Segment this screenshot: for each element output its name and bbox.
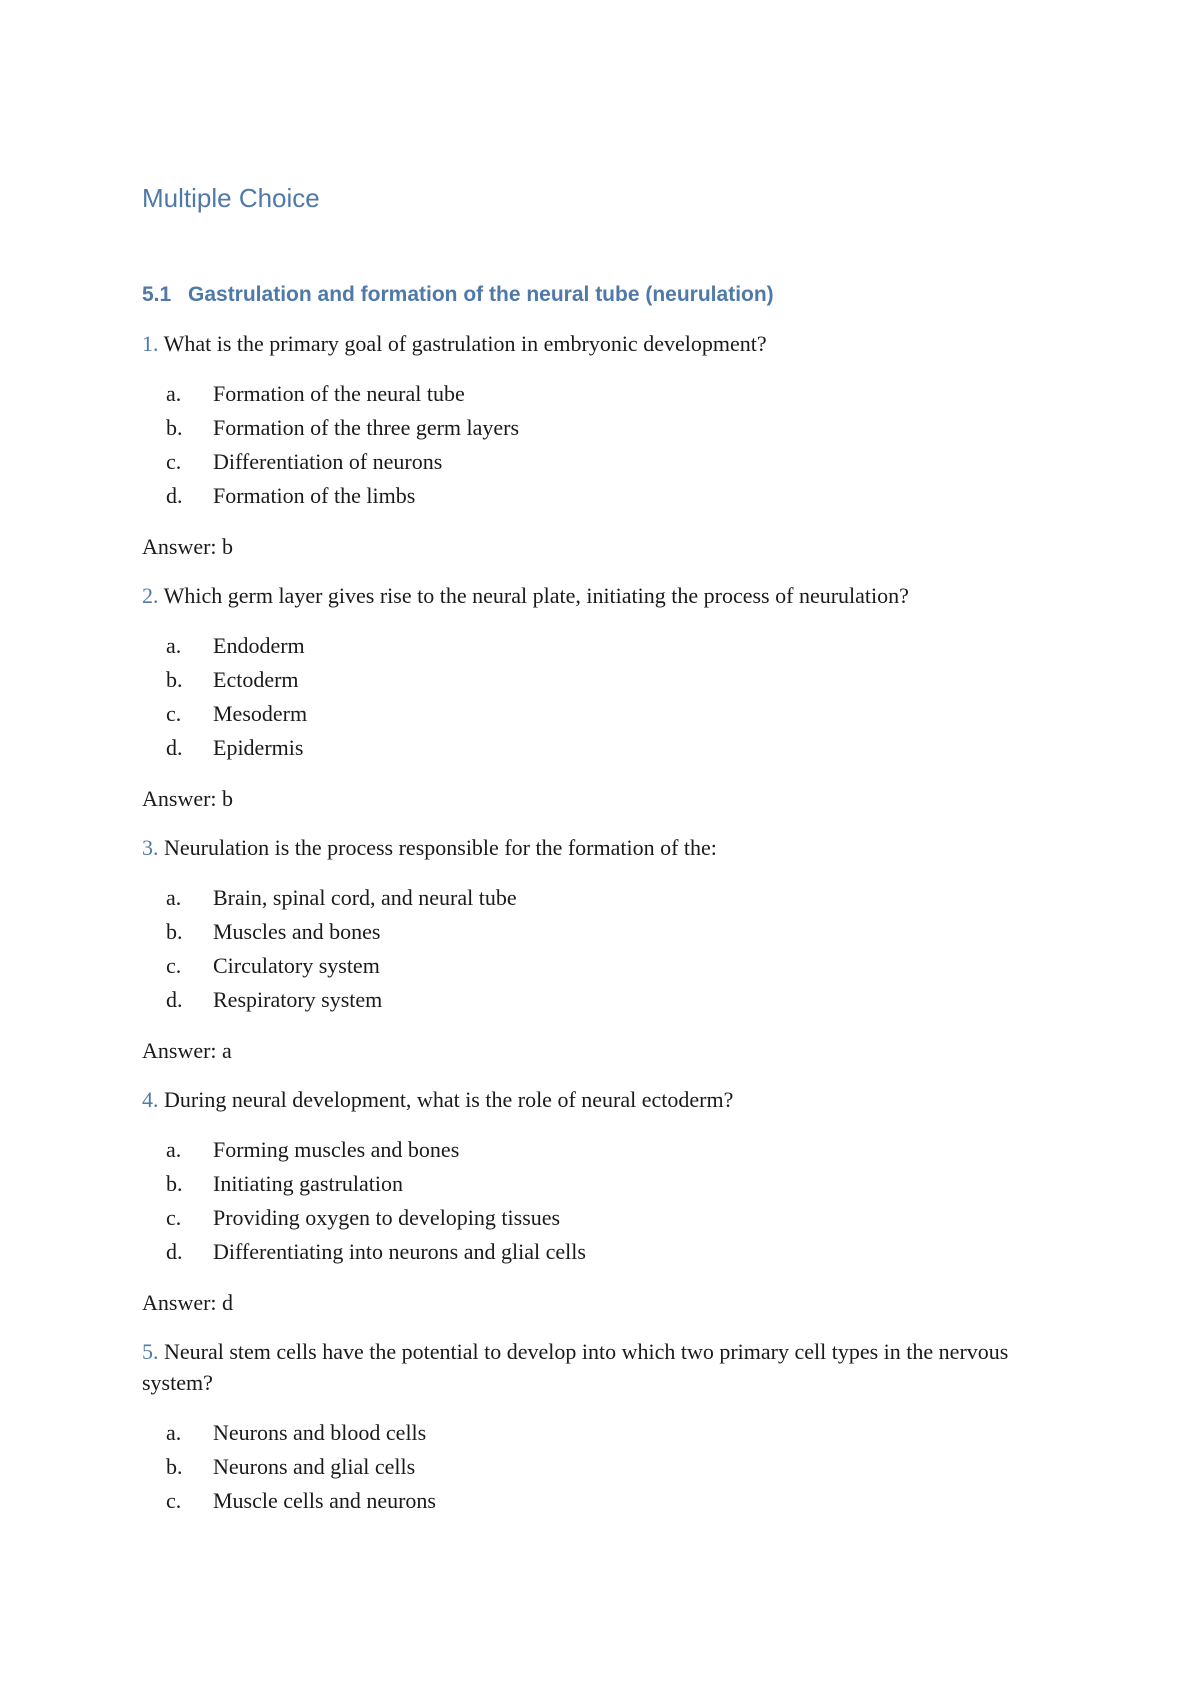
option-letter: d. [166, 734, 183, 760]
question-prompt: Which germ layer gives rise to the neural plate, initiating the process of neurulation? [158, 582, 909, 608]
option-item [166, 697, 1062, 731]
question-number: 2. [142, 582, 159, 608]
option-text: Initiating gastrulation [213, 1170, 404, 1196]
option-text: Ectoderm [213, 666, 299, 692]
option-item [166, 1235, 1062, 1269]
question-text [142, 1084, 1062, 1115]
answer-line: Answer: b [142, 785, 234, 811]
question-prompt: Neurulation is the process responsible for the formation of the: [158, 834, 717, 860]
option-text: Neurons and glial cells [213, 1453, 416, 1479]
question-text [142, 832, 1062, 863]
document-page [142, 170, 1062, 1518]
option-text: Providing oxygen to developing tissues [213, 1204, 561, 1230]
option-letter: c. [166, 1204, 182, 1230]
option-text: Formation of the three germ layers [213, 414, 520, 440]
option-text: Epidermis [213, 734, 304, 760]
question-block [142, 832, 1062, 1066]
option-text: Neurons and blood cells [213, 1419, 427, 1445]
option-item [166, 629, 1062, 663]
option-letter: c. [166, 700, 182, 726]
option-text: Mesoderm [213, 700, 308, 726]
option-text: Forming muscles and bones [213, 1136, 460, 1162]
option-text: Formation of the limbs [213, 482, 416, 508]
question-prompt: Neural stem cells have the potential to develop into which two primary cell types in the nervous system? [142, 1338, 1009, 1395]
section-number: 5.1 [142, 283, 172, 307]
option-list [142, 881, 1062, 1017]
question-prompt: What is the primary goal of gastrulation in embryonic development? [158, 330, 767, 356]
option-item [166, 881, 1062, 915]
option-text: Respiratory system [213, 986, 383, 1012]
page-title: Multiple Choice [142, 183, 320, 213]
option-text: Muscle cells and neurons [213, 1487, 436, 1513]
option-letter: d. [166, 482, 183, 508]
question-text [142, 1336, 1062, 1398]
option-item [166, 1416, 1062, 1450]
option-text: Differentiating into neurons and glial cells [213, 1238, 586, 1264]
option-item [166, 1484, 1062, 1518]
option-text: Endoderm [213, 632, 305, 658]
option-list [142, 377, 1062, 513]
answer-line: Answer: d [142, 1289, 234, 1315]
option-letter: a. [166, 380, 182, 406]
option-letter: d. [166, 986, 183, 1012]
option-letter: c. [166, 1487, 182, 1513]
question-number: 5. [142, 1338, 159, 1364]
answer-line: Answer: a [142, 1037, 232, 1063]
option-list [142, 629, 1062, 765]
section-heading [142, 280, 1062, 309]
option-item [166, 377, 1062, 411]
question-block [142, 580, 1062, 814]
section-title: Gastrulation and formation of the neural tube (neurulation) [188, 283, 774, 307]
question-block [142, 328, 1062, 562]
question-number: 1. [142, 330, 159, 356]
option-letter: a. [166, 1419, 182, 1445]
option-letter: a. [166, 632, 182, 658]
option-letter: a. [166, 1136, 182, 1162]
question-number: 3. [142, 834, 159, 860]
option-item [166, 731, 1062, 765]
question-block [142, 1336, 1062, 1518]
option-letter: b. [166, 414, 183, 440]
question-number: 4. [142, 1086, 159, 1112]
answer-line: Answer: b [142, 533, 234, 559]
option-letter: c. [166, 952, 182, 978]
option-letter: d. [166, 1238, 183, 1264]
option-list [142, 1416, 1062, 1518]
question-block [142, 1084, 1062, 1318]
option-item [166, 1167, 1062, 1201]
question-text [142, 580, 1062, 611]
option-letter: b. [166, 666, 183, 692]
option-item [166, 1133, 1062, 1167]
option-letter: b. [166, 918, 183, 944]
option-item [166, 479, 1062, 513]
option-letter: a. [166, 884, 182, 910]
option-text: Circulatory system [213, 952, 380, 978]
option-text: Muscles and bones [213, 918, 381, 944]
option-text: Differentiation of neurons [213, 448, 443, 474]
question-prompt: During neural development, what is the role of neural ectoderm? [158, 1086, 734, 1112]
option-item [166, 1450, 1062, 1484]
option-item [166, 983, 1062, 1017]
option-letter: b. [166, 1453, 183, 1479]
option-text: Formation of the neural tube [213, 380, 465, 406]
option-text: Brain, spinal cord, and neural tube [213, 884, 517, 910]
option-letter: b. [166, 1170, 183, 1196]
option-letter: c. [166, 448, 182, 474]
option-item [166, 1201, 1062, 1235]
option-item [166, 663, 1062, 697]
question-text [142, 328, 1062, 359]
option-item [166, 915, 1062, 949]
option-item [166, 411, 1062, 445]
option-item [166, 445, 1062, 479]
option-item [166, 949, 1062, 983]
option-list [142, 1133, 1062, 1269]
